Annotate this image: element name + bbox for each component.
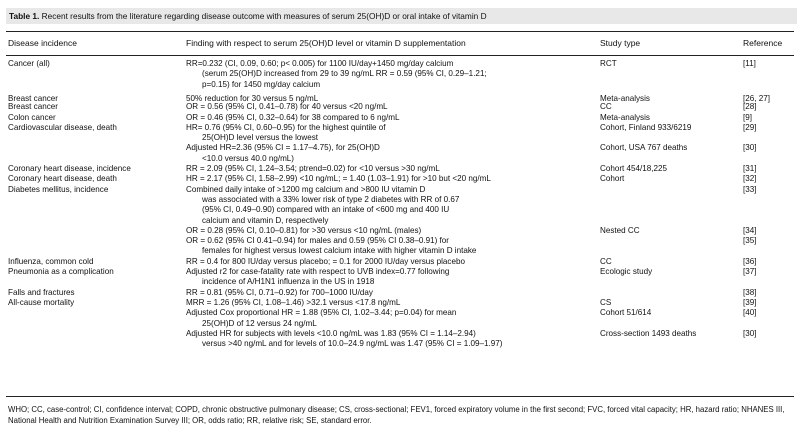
finding-line: (95% CI, 0.49–0.90) compared with an intake of <600 mg and 400 IU	[202, 205, 450, 215]
finding-line: Adjusted HR=2.36 (95% CI = 1.17–4.75), for 25(OH)D	[186, 143, 380, 153]
table-bottom-rule	[6, 396, 794, 397]
table-caption-label: Table 1.	[9, 11, 40, 21]
finding-line: 25(OH)D of 12 versus 24 ng/mL	[202, 318, 317, 328]
reference-cell: [9]	[743, 112, 752, 122]
reference-cell: [33]	[743, 184, 757, 194]
finding-line: Adjusted r2 for case-fatality rate with respect to UVB index=0.77 following	[186, 267, 450, 277]
disease-cell: Breast cancer	[8, 102, 58, 112]
finding-line: RR=0.232 (CI, 0.09, 0.60; p< 0.005) for 1100 IU/day+1450 mg/day calcium	[186, 59, 454, 68]
study-type-cell: Meta-analysis	[600, 93, 650, 103]
header-finding: Finding with respect to serum 25(OH)D level or vitamin D supplementation	[186, 38, 466, 48]
disease-cell: Cardiovascular disease, death	[8, 122, 117, 132]
disease-cell: Breast cancer	[8, 93, 58, 103]
reference-cell: [32]	[743, 174, 757, 184]
finding-line: OR = 0.56 (95% CI, 0.41–0.78) for 40 versus <20 ng/mL	[186, 102, 388, 112]
finding-line: Adjusted Cox proportional HR = 1.88 (95% CI, 1.02–3.44; p=0.04) for mean	[186, 308, 457, 318]
reference-cell: [35]	[743, 236, 757, 246]
table-caption	[6, 8, 797, 24]
disease-cell: Coronary heart disease, incidence	[8, 164, 131, 174]
study-type-cell: Cohort 454/18,225	[600, 164, 668, 174]
finding-line: RR = 0.81 (95% CI, 0.71–0.92) for 700–1000 IU/day	[186, 287, 373, 297]
finding-line: Combined daily intake of >1200 mg calcium and >800 IU vitamin D	[186, 184, 426, 194]
finding-line: versus >40 ng/mL and for levels of 10.0–24.9 ng/mL was 1.47 (95% CI = 1.09–1.97)	[202, 339, 503, 349]
header-bottom-rule	[6, 55, 794, 56]
reference-cell: [28]	[743, 102, 757, 112]
finding-line: was associated with a 33% lower risk of type 2 diabetes with RR of 0.67	[202, 194, 460, 204]
study-type-cell: Ecologic study	[600, 267, 653, 277]
finding-line: (serum 25(OH)D increased from 29 to 39 ng/mL RR = 0.59 (95% CI, 0.29–1.21;	[202, 69, 487, 79]
finding-line: 50% reduction for 30 versus 5 ng/mL	[186, 93, 319, 103]
study-type-cell: RCT	[600, 59, 617, 68]
reference-cell: [30]	[743, 328, 757, 338]
disease-cell: All-cause mortality	[8, 297, 75, 307]
study-type-cell: Cohort 51/614	[600, 308, 652, 318]
header-reference: Reference	[743, 38, 783, 48]
finding-line: HR = 2.17 (95% CI, 1.58–2.99) <10 ng/mL; = 1.40 (1.03–1.91) for >10 but <20 ng/mL	[186, 174, 491, 184]
disease-cell: Influenza, common cold	[8, 256, 94, 266]
reference-cell: [39]	[743, 297, 757, 307]
finding-line: OR = 0.62 (95% CI 0.41–0.94) for males and 0.59 (95% CI 0.38–0.91) for	[186, 236, 449, 246]
header-top-rule	[6, 31, 794, 32]
reference-cell: [38]	[743, 287, 757, 297]
table-caption-text: Recent results from the literature regarding disease outcome with measures of serum 25(OH)D or oral intake of vitamin D	[41, 11, 487, 21]
disease-cell: Falls and fractures	[8, 287, 75, 297]
reference-cell: [11]	[743, 59, 756, 68]
finding-line: RR = 2.09 (95% CI, 1.24–3.54; ptrend=0.02) for <10 versus >30 ng/mL	[186, 164, 440, 174]
reference-cell: [40]	[743, 308, 757, 318]
reference-cell: [26, 27]	[743, 93, 771, 103]
disease-cell: Cancer (all)	[8, 59, 50, 68]
reference-cell: [29]	[743, 122, 757, 132]
reference-cell: [31]	[743, 164, 757, 174]
header-study-type: Study type	[600, 38, 641, 48]
study-type-cell: Cross-section 1493 deaths	[600, 328, 697, 338]
study-type-cell: Nested CC	[600, 225, 640, 235]
finding-line: 25(OH)D level versus the lowest	[202, 133, 319, 143]
finding-line: Adjusted HR for subjects with levels <10.0 ng/mL was 1.83 (95% CI = 1.14–2.94)	[186, 328, 476, 338]
table-footnote: WHO; CC, case-control; CI, confidence interval; COPD, chronic obstructive pulmonary disease; CS, cross-sectional; FEV1, forced expiratory volume in the first second; FVC, forced vital capacity; HR, hazard ratio; NHANES III, National Health and Nutrition Examination Survey III; OR, odds ratio; RR, relative risk; SE, standard error.	[8, 405, 785, 425]
reference-cell: [30]	[743, 143, 757, 153]
finding-line: HR= 0.76 (95% CI, 0.60–0.95) for the highest quintile of	[186, 122, 386, 132]
study-type-cell: Meta-analysis	[600, 112, 650, 122]
disease-cell: Diabetes mellitus, incidence	[8, 184, 109, 194]
study-type-cell: CC	[600, 102, 612, 112]
finding-line: females for highest versus lowest calcium intake with higher vitamin D intake	[202, 246, 477, 256]
finding-line: OR = 0.46 (95% CI, 0.32–0.64) for 38 compared to 6 ng/mL	[186, 112, 400, 122]
study-type-cell: Cohort, Finland 933/6219	[600, 122, 692, 132]
finding-line: OR = 0.28 (95% CI, 0.10–0.81) for >30 versus <10 ng/mL (males)	[186, 225, 422, 235]
disease-cell: Pneumonia as a complication	[8, 267, 114, 277]
finding-line: <10.0 versus 40.0 ng/mL)	[202, 153, 295, 163]
finding-line: calcium and vitamin D, respectively	[202, 215, 329, 225]
disease-cell: Coronary heart disease, death	[8, 174, 117, 184]
reference-cell: [34]	[743, 225, 757, 235]
finding-line: p=0.15) for 1450 mg/day calcium	[202, 79, 321, 89]
study-type-cell: CC	[600, 256, 612, 266]
study-type-cell: Cohort, USA 767 deaths	[600, 143, 688, 153]
finding-line: incidence of A/H1N1 influenza in the US in 1918	[202, 277, 375, 287]
study-type-cell: Cohort	[600, 174, 625, 184]
finding-line: RR = 0.4 for 800 IU/day versus placebo; = 0.1 for 2000 IU/day versus placebo	[186, 256, 465, 266]
reference-cell: [37]	[743, 267, 757, 277]
disease-cell: Colon cancer	[8, 112, 56, 122]
reference-cell: [36]	[743, 256, 757, 266]
study-type-cell: CS	[600, 297, 612, 307]
header-disease: Disease incidence	[8, 38, 77, 48]
finding-line: MRR = 1.26 (95% CI, 1.08–1.46) >32.1 versus <17.8 ng/mL	[186, 297, 401, 307]
